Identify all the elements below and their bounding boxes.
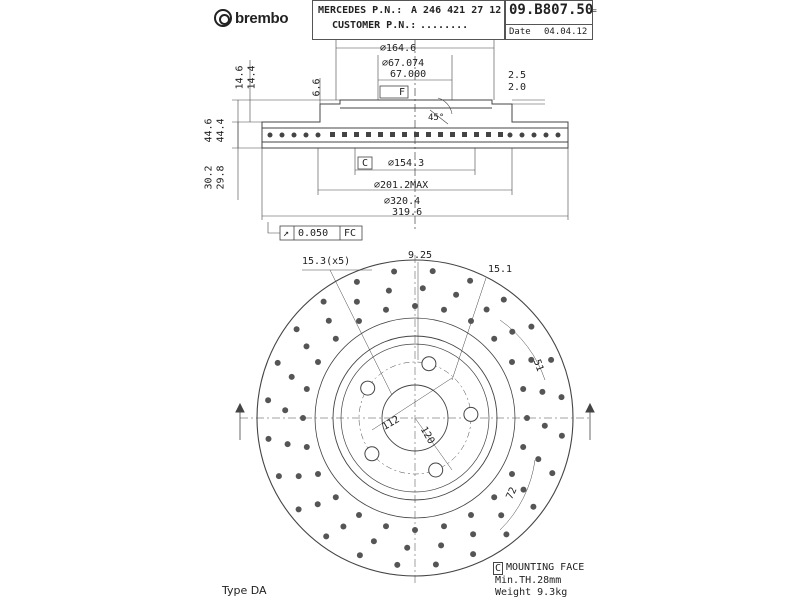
dim-67-074: ∅67.074 xyxy=(382,58,425,69)
runout-leader xyxy=(268,222,280,233)
drill-hole xyxy=(383,523,389,529)
drill-hole xyxy=(559,433,565,439)
runout-value: 0.050 xyxy=(298,228,329,239)
drill-hole xyxy=(548,357,554,363)
drill-hole xyxy=(304,343,310,349)
drill-hole xyxy=(509,329,515,335)
drill-hole xyxy=(391,269,397,275)
drill-hole xyxy=(304,386,310,392)
section-hole xyxy=(402,132,407,137)
drill-hole xyxy=(498,512,504,518)
section-hole xyxy=(498,132,503,137)
part-number: 09.B807.50 xyxy=(509,2,594,18)
section-hole xyxy=(532,133,537,138)
section-hole xyxy=(330,132,335,137)
dim-201-2: ∅201.2MAX xyxy=(374,180,429,191)
weight: Weight 9.3kg xyxy=(495,587,568,598)
drill-hole xyxy=(296,473,302,479)
dim-51: 51 xyxy=(530,357,546,374)
drill-hole xyxy=(467,278,473,284)
pcd-120: 120 xyxy=(417,424,437,447)
part-suffix: = xyxy=(592,6,597,15)
section-hole xyxy=(366,132,371,137)
section-hole xyxy=(378,132,383,137)
dim-44-4: 44.4 xyxy=(215,118,227,143)
lug-holes xyxy=(361,357,478,477)
section-hole xyxy=(426,132,431,137)
lug-hole xyxy=(361,381,375,395)
drill-hole xyxy=(484,307,490,313)
mercedes-pn-value: A 246 421 27 12 xyxy=(411,5,502,16)
drill-hole xyxy=(524,415,530,421)
drill-hole xyxy=(491,494,497,500)
drill-hole xyxy=(275,360,281,366)
drill-hole xyxy=(430,268,436,274)
mercedes-pn-label: MERCEDES P.N.: xyxy=(318,5,403,16)
drill-hole xyxy=(315,471,321,477)
drill-hole xyxy=(420,285,426,291)
section-hole xyxy=(268,133,273,138)
dim-44-6: 44.6 xyxy=(203,118,215,143)
dim-2-5: 2.5 xyxy=(508,70,527,81)
section-hole xyxy=(414,132,419,137)
drill-hole xyxy=(520,444,526,450)
section-holes xyxy=(268,132,561,138)
pcd-112: 112 xyxy=(380,414,402,433)
drill-hole xyxy=(509,359,515,365)
angle-45: 45° xyxy=(428,113,445,123)
customer-pn-value: ........ xyxy=(420,20,469,31)
drill-hole xyxy=(340,524,346,530)
lug-hole xyxy=(429,463,443,477)
drill-hole xyxy=(441,523,447,529)
drill-hole xyxy=(282,407,288,413)
drill-hole xyxy=(294,326,300,332)
leader-15-3 xyxy=(330,270,392,395)
drill-hole xyxy=(300,415,306,421)
drill-hole xyxy=(333,494,339,500)
drill-hole xyxy=(412,303,418,309)
datum-f: F xyxy=(399,87,406,98)
notes-datum-c: C xyxy=(495,563,502,574)
lug-hole xyxy=(422,357,436,371)
section-hole xyxy=(280,133,285,138)
drill-hole xyxy=(321,299,327,305)
drill-hole xyxy=(404,545,410,551)
drill-hole xyxy=(371,538,377,544)
type-label: Type DA xyxy=(222,584,267,597)
date-label: Date xyxy=(509,27,531,37)
drill-hole xyxy=(412,527,418,533)
drill-hole xyxy=(503,531,509,537)
drill-hole xyxy=(549,470,555,476)
drill-hole xyxy=(539,389,545,395)
section-hole xyxy=(292,133,297,138)
dim-2-0: 2.0 xyxy=(508,82,527,93)
customer-pn-label: CUSTOMER P.N.: xyxy=(332,20,417,31)
drill-hole xyxy=(509,471,515,477)
dim-29-8: 29.8 xyxy=(215,165,227,190)
dim-15-1: 15.1 xyxy=(488,264,513,275)
drill-hole xyxy=(315,359,321,365)
arrow-up-icon xyxy=(236,404,244,412)
dim-154-3: ∅154.3 xyxy=(388,158,425,169)
drill-hole xyxy=(265,397,271,403)
section-hole xyxy=(438,132,443,137)
drill-hole xyxy=(535,456,541,462)
dim-14-6: 14.6 xyxy=(234,65,246,90)
section-hole xyxy=(556,133,561,138)
section-hole xyxy=(316,133,321,138)
drill-hole xyxy=(521,487,527,493)
section-hole xyxy=(462,132,467,137)
dim-30-2: 30.2 xyxy=(203,165,215,190)
drill-hole xyxy=(520,386,526,392)
drill-hole xyxy=(289,374,295,380)
dim-319-6: 319.6 xyxy=(392,207,423,218)
drill-hole xyxy=(441,307,447,313)
drill-hole xyxy=(296,506,302,512)
section-hole xyxy=(474,132,479,137)
section-hole xyxy=(520,133,525,138)
drill-hole xyxy=(354,279,360,285)
dim-6-6: 6.6 xyxy=(311,78,323,97)
drill-hole xyxy=(468,512,474,518)
drill-hole xyxy=(433,562,439,568)
section-hole xyxy=(544,133,549,138)
drill-hole xyxy=(383,307,389,313)
drill-hole xyxy=(438,542,444,548)
drill-hole xyxy=(470,531,476,537)
drill-hole xyxy=(528,324,534,330)
drill-hole xyxy=(542,423,548,429)
drill-hole xyxy=(501,297,507,303)
runout-ref: FC xyxy=(344,228,357,239)
drill-hole xyxy=(285,441,291,447)
dim-120 xyxy=(415,418,452,470)
arrow-up-icon xyxy=(586,404,594,412)
date-value: 04.04.12 xyxy=(544,27,588,37)
drill-hole xyxy=(326,318,332,324)
drill-hole xyxy=(386,288,392,294)
section-hole xyxy=(390,132,395,137)
drill-hole xyxy=(354,299,360,305)
drill-hole xyxy=(559,394,565,400)
section-hole xyxy=(354,132,359,137)
runout-icon: ↗ xyxy=(283,228,290,239)
lug-hole xyxy=(464,407,478,421)
dim-67-000: 67.000 xyxy=(390,69,427,80)
holes-label: 15.3(x5) xyxy=(302,256,351,267)
drill-hole xyxy=(453,292,459,298)
section-hole xyxy=(486,132,491,137)
drill-hole xyxy=(394,562,400,568)
drill-hole xyxy=(315,501,321,507)
drill-hole xyxy=(356,318,362,324)
mounting-face: MOUNTING FACE xyxy=(506,562,585,573)
section-hole xyxy=(450,132,455,137)
drill-hole xyxy=(530,504,536,510)
brand-name: brembo xyxy=(235,9,289,27)
dim-14-4: 14.4 xyxy=(246,65,258,90)
drill-hole xyxy=(304,444,310,450)
drill-hole xyxy=(470,551,476,557)
drill-hole xyxy=(468,318,474,324)
drill-hole xyxy=(266,436,272,442)
drill-hole xyxy=(491,336,497,342)
drill-hole xyxy=(333,336,339,342)
drill-hole xyxy=(276,473,282,479)
lug-hole xyxy=(365,447,379,461)
dim-320-4: ∅320.4 xyxy=(384,196,421,207)
drill-hole xyxy=(323,533,329,539)
dim-72: 72 xyxy=(504,485,520,502)
section-hole xyxy=(304,133,309,138)
min-thickness: Min.TH.28mm xyxy=(495,575,562,586)
drill-hole xyxy=(356,512,362,518)
drill-hole xyxy=(357,552,363,558)
section-hole xyxy=(508,133,513,138)
dim-164-6: ∅164.6 xyxy=(380,43,417,54)
datum-c: C xyxy=(362,158,369,169)
section-hole xyxy=(342,132,347,137)
dim-9-25: 9.25 xyxy=(408,250,433,261)
